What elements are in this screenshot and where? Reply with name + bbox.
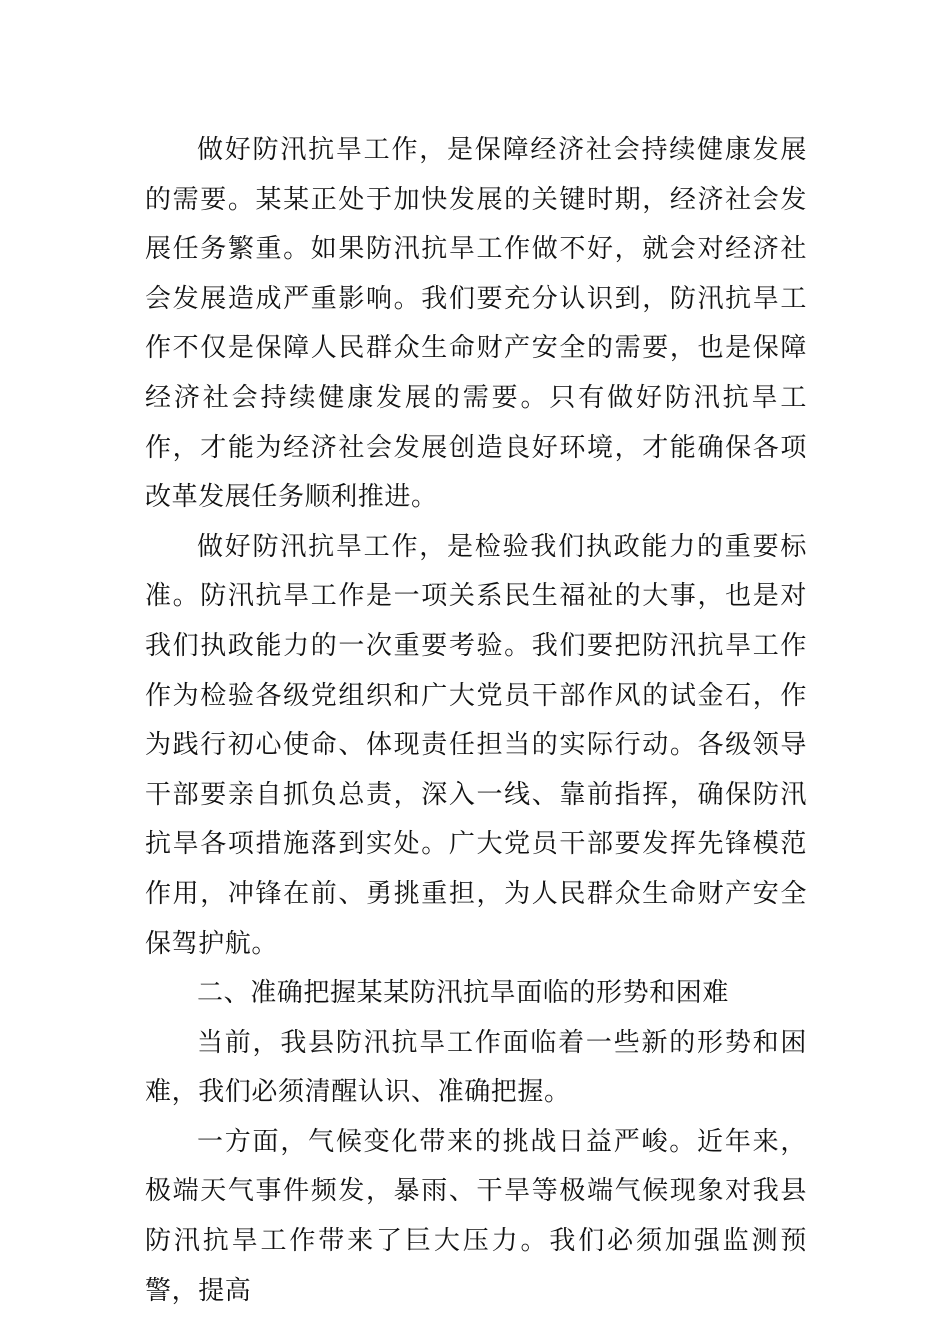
paragraph-flood-importance-economy: 做好防汛抗旱工作，是保障经济社会持续健康发展的需要。某某正处于加快发展的关键时期，经济社会发展任务繁重。如果防汛抗旱工作做不好，就会对经济社会发展造成严重影响。我们要充分认识到，防汛抗旱工作不仅是保障人民群众生命财产安全的需要，也是保障经济社会持续健康发展的需要。只有做好防汛抗旱工作，才能为经济社会发展创造良好环境，才能确保各项改革发展任务顺利推进。	[145, 135, 807, 513]
paragraph-flood-governance-test: 做好防汛抗旱工作，是检验我们执政能力的重要标准。防汛抗旱工作是一项关系民生福祉的大事，也是对我们执政能力的一次重要考验。我们要把防汛抗旱工作作为检验各级党组织和广大党员干部作风的试金石，作为践行初心使命、体现责任担当的实际行动。各级领导干部要亲自抓负总责，深入一线、靠前指挥，确保防汛抗旱各项措施落到实处。广大党员干部要发挥先锋模范作用，冲锋在前、勇挑重担，为人民群众生命财产安全保驾护航。	[145, 531, 807, 959]
document-body	[145, 126, 807, 1316]
paragraph-climate-challenge: 一方面，气候变化带来的挑战日益严峻。近年来，极端天气事件频发，暴雨、干旱等极端气候现象对我县防汛抗旱工作带来了巨大压力。我们必须加强监测预警，提高	[145, 1126, 807, 1306]
paragraph-current-situation: 当前，我县防汛抗旱工作面临着一些新的形势和困难，我们必须清醒认识、准确把握。	[145, 1027, 807, 1108]
section-heading-situation: 二、准确把握某某防汛抗旱面临的形势和困难	[197, 978, 730, 1009]
